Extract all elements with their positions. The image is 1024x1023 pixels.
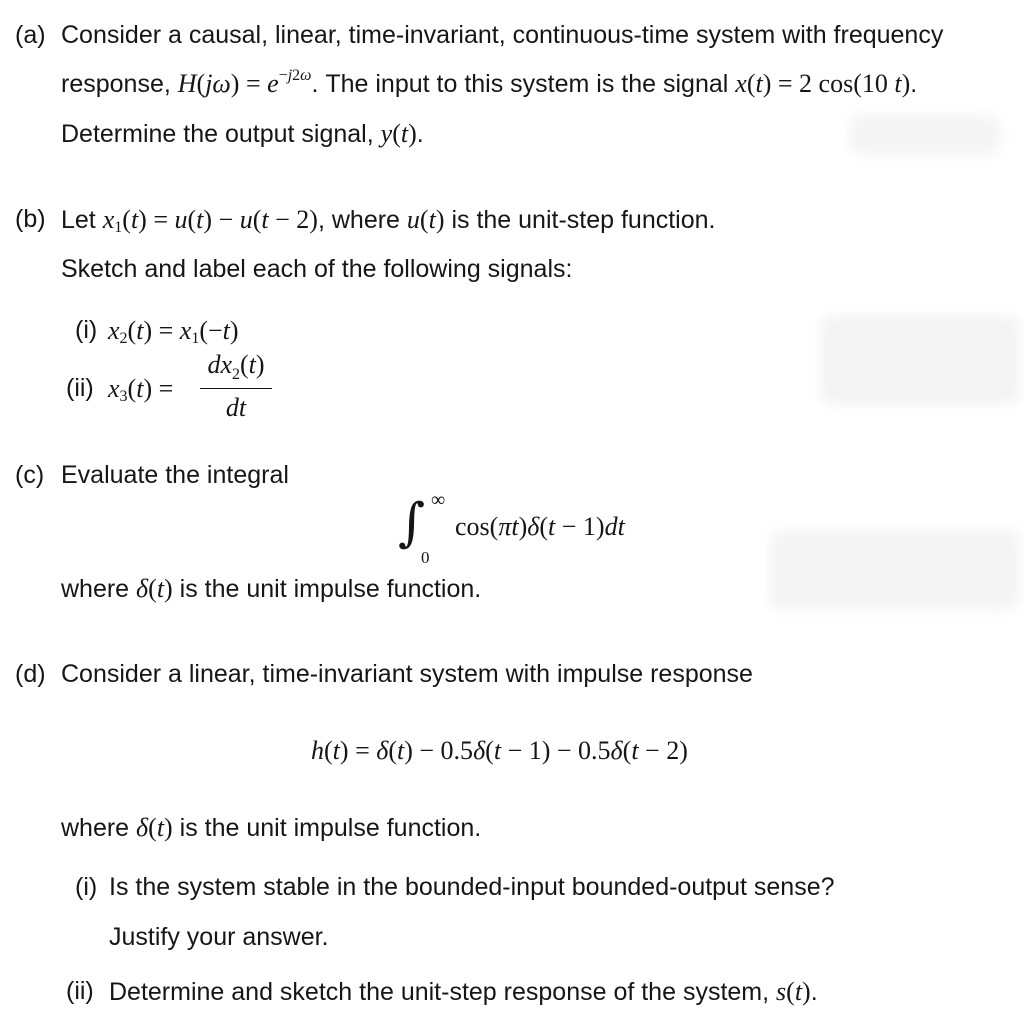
x2-formula: $x_2(t) = x_1(-t)$ — [108, 316, 239, 347]
integral-lower-limit: 0 — [421, 548, 430, 567]
background-smudge — [820, 315, 1020, 405]
background-smudge — [850, 115, 1000, 155]
impulse-symbol: δ(t) — [136, 574, 173, 603]
question-d-i-line1: Is the system stable in the bounded-input bounded-output sense? — [109, 873, 835, 901]
question-b-i-label: (i) — [75, 316, 98, 344]
question-d-i-line2: Justify your answer. — [109, 923, 329, 951]
question-d-where-line: where δ(t) is the unit impulse function. — [61, 813, 482, 842]
x3-derivative-fraction: $dx_2(t)$ dt — [200, 352, 272, 421]
question-b-line1: Let $x_1(t) = u(t) - u(t - 2)$, where u(t) is the unit-step function. — [61, 205, 716, 236]
integral-integrand: cos(πt)δ(t − 1)dt — [455, 512, 625, 541]
question-d-ii-line: Determine and sketch the unit-step response of the system, s(t). — [109, 977, 818, 1006]
x1-definition-formula: $x_1(t) = u(t) - u(t - 2)$ — [102, 205, 318, 236]
question-d-line1: Consider a linear, time-invariant system with impulse response — [61, 660, 753, 688]
question-c-label: (c) — [15, 461, 45, 489]
background-smudge — [770, 530, 1020, 610]
unit-step-symbol: u(t) — [406, 205, 445, 234]
question-c-line1: Evaluate the integral — [61, 461, 289, 489]
question-b-label: (b) — [15, 205, 46, 233]
question-d-label: (d) — [15, 660, 46, 688]
question-a-label: (a) — [15, 21, 46, 49]
impulse-symbol: δ(t) — [136, 813, 173, 842]
question-a-line2: response, $H(j\omega) = e^{-j2\omega}$. The input to this system is the signal x(t) = 2 cos(10 t). — [61, 67, 918, 98]
question-d-ii-label: (ii) — [66, 977, 94, 1005]
step-response-symbol: s(t) — [776, 977, 811, 1006]
output-signal-symbol: y(t) — [380, 119, 417, 148]
input-signal-formula: x(t) = 2 cos(10 t) — [735, 69, 911, 98]
question-c-where-line: where δ(t) is the unit impulse function. — [61, 574, 482, 603]
question-b-line2: Sketch and label each of the following signals: — [61, 255, 573, 283]
impulse-response-formula: h(t) = δ(t) − 0.5δ(t − 1) − 0.5δ(t − 2) — [311, 736, 688, 765]
question-a-line1: Consider a causal, linear, time-invariant, continuous-time system with frequency — [61, 21, 944, 49]
frequency-response-formula: $H(j\omega) = e^{-j2\omega}$ — [177, 67, 312, 98]
question-d-i-label: (i) — [75, 873, 98, 901]
question-b-ii-label: (ii) — [66, 374, 94, 402]
question-a-line3: Determine the output signal, y(t). — [61, 119, 424, 148]
x3-formula-lhs: $x_3(t)$ = — [108, 374, 174, 405]
integral-sign: ∫ — [398, 493, 426, 553]
integral-upper-limit: ∞ — [431, 489, 446, 511]
